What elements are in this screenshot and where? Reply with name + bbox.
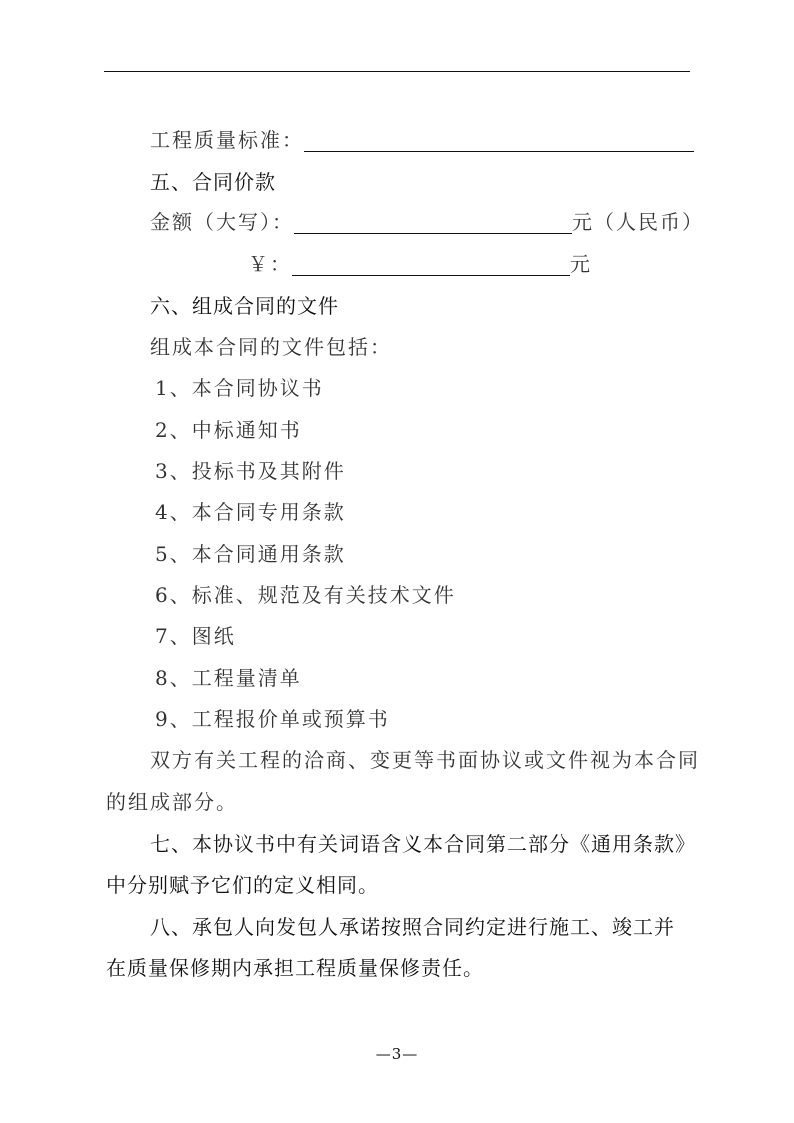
document-item: 6、标准、规范及有关技术文件: [155, 583, 456, 607]
document-item: 7、图纸: [155, 624, 236, 648]
negotiation-paragraph-line1: 双方有关工程的洽商、变更等书面协议或文件视为本合同: [150, 748, 700, 772]
section-five-heading: 五、合同价款: [150, 170, 276, 194]
yen-suffix: 元: [570, 252, 592, 276]
section-six-heading: 六、组成合同的文件: [150, 294, 339, 318]
yen-line: [248, 252, 592, 276]
amount-blank[interactable]: [294, 213, 572, 234]
documents-intro: 组成本合同的文件包括：: [150, 335, 392, 359]
document-item: 3、投标书及其附件: [155, 459, 346, 483]
section-eight-line2: 在质量保修期内承担工程质量保修责任。: [106, 956, 484, 980]
document-item: 8、工程量清单: [155, 666, 302, 690]
quality-standard-label: 工程质量标准：: [150, 128, 304, 152]
section-seven-line2: 中分别赋予它们的定义相同。: [106, 873, 379, 897]
document-item: 4、本合同专用条款: [155, 500, 346, 524]
header-rule: [104, 71, 690, 72]
yen-blank[interactable]: [292, 255, 570, 276]
amount-suffix: 元（人民币）: [572, 210, 704, 234]
document-item: 2、中标通知书: [155, 418, 302, 442]
document-item: 1、本合同协议书: [155, 376, 324, 400]
yen-label: ￥：: [248, 252, 292, 276]
amount-label: 金额（大写）：: [150, 210, 294, 234]
document-item: 9、工程报价单或预算书: [155, 707, 390, 731]
page-number: —3—: [375, 1045, 419, 1063]
negotiation-paragraph-line2: 的组成部分。: [106, 790, 238, 814]
quality-standard-blank[interactable]: [304, 131, 694, 152]
document-item: 5、本合同通用条款: [155, 542, 346, 566]
section-eight-line1: 八、承包人向发包人承诺按照合同约定进行施工、竣工并: [150, 915, 675, 939]
amount-line: [150, 210, 704, 234]
quality-standard-line: [150, 128, 694, 152]
section-seven-line1: 七、本协议书中有关词语含义本合同第二部分《通用条款》: [150, 832, 696, 856]
